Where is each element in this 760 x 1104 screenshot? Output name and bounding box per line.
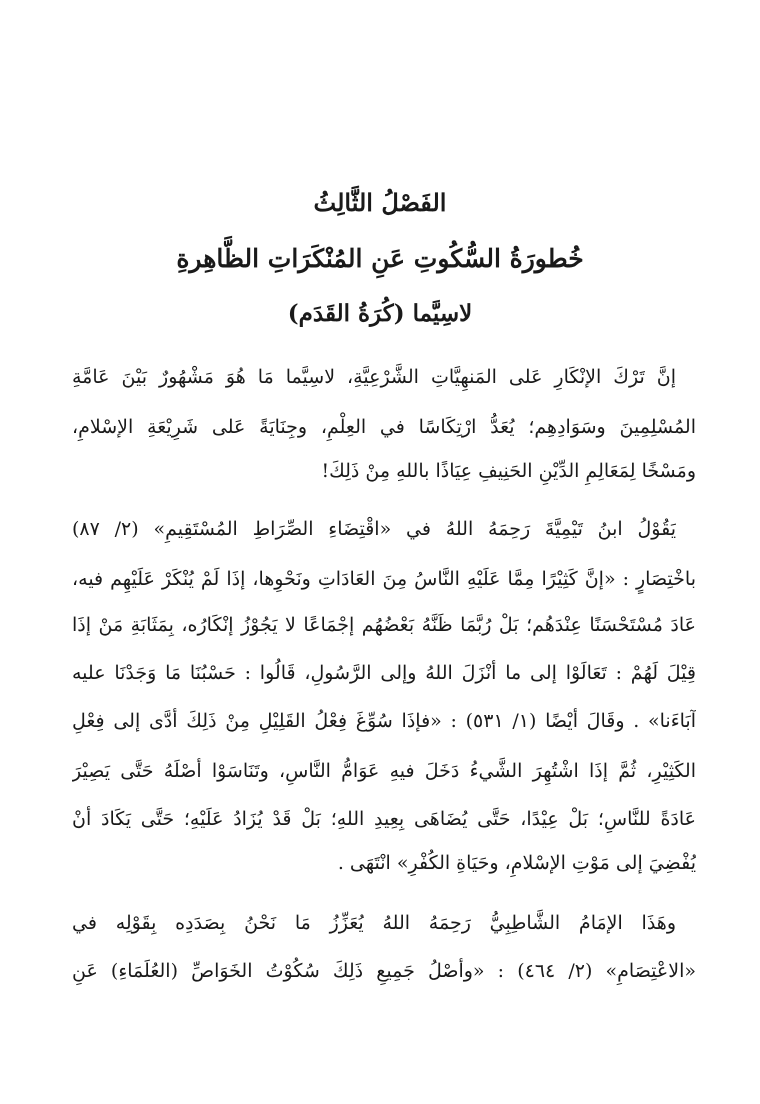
paragraph-2-line-2: باخْتِصَارٍ : «إنَّ كَثِيْرًا مِمَّا عَلَيْهِ النَّاسُ مِنَ العَادَاتِ ونَحْوِها، إذَا لَمْ يُنْكَرْ عَلَيْهِم فيه، (72, 568, 696, 590)
paragraph-2-line-1: يَقُوْلُ ابنُ تَيْمِيَّةَ رَحِمَهُ اللهُ في «اقْتِضَاءِ الصِّرَاطِ المُسْتَقِيمِ» (٢/ ٨٧) (72, 518, 676, 540)
paragraph-1-line-2: المُسْلِمِينَ وسَوَادِهِم؛ يُعَدُّ ارْتِكَاسًا في العِلْمِ، وجِنَايَةً عَلى شَرِيْعَةِ الإسْلامِ، (72, 416, 696, 438)
chapter-subtitle: خُطورَةُ السُّكُوتِ عَنِ المُنْكَرَاتِ الظَّاهِرةِ (176, 244, 584, 273)
paragraph-2-line-6: الكَثِيْرِ، ثُمَّ إذَا اشْتُهِرَ الشَّيءُ دَخَلَ فيهِ عَوَامُّ النَّاسِ، وتَنَاسَوْا أصْلَهُ حَتَّى يَصِيْرَ (72, 760, 696, 782)
paragraph-2-line-3: عَادَ مُسْتَحْسَنًا عِنْدَهُم؛ بَلْ رُبَّمَا ظَنَّهُ بَعْضُهُم إجْمَاعًا لا يَجُوْزُ إنْكَارُه، بِمَثَابَةِ مَنْ إذَا (72, 614, 696, 636)
paragraph-2-line-5: آبَاءَنا» . وقَالَ أيْضًا (١/ ٥٣١) : «فإذَا سُوِّغَ فِعْلُ القَلِيْلِ مِنْ ذَلِكَ أدَّى إلى فِعْلِ (72, 710, 696, 732)
paragraph-1-line-3: ومَسْخًا لِمَعَالِمِ الدِّيْنِ الحَنِيفِ عِيَاذًا باللهِ مِنْ ذَلِكَ! (321, 460, 696, 482)
paragraph-1-line-1: إنَّ تَرْكَ الإنْكَارِ عَلى المَنهِيَّاتِ الشَّرْعِيَّةِ، لاسِيَّما مَا هُوَ مَشْهُورٌ بَيْنَ عَامَّةِ (72, 366, 676, 388)
paragraph-3-line-1: وهَذَا الإمَامُ الشَّاطِبِيُّ رَحِمَهُ اللهُ يُعَزِّزُ مَا نَحْنُ بِصَدَدِه بِقَوْلِه في (72, 912, 676, 934)
paragraph-2-line-8: يُفْضِيَ إلى مَوْتِ الإسْلامِ، وحَيَاةِ الكُفْرِ» انْتَهَى . (337, 852, 696, 874)
chapter-subheading: لاسِيَّما (كُرَةُ القَدَم) (287, 300, 473, 327)
chapter-title: الفَصْلُ الثَّالِثُ (313, 188, 447, 217)
paragraph-2-line-7: عَادَةً للنَّاسِ؛ بَلْ عِيْدًا، حَتَّى يُضَاهَى بِعِيدِ اللهِ؛ بَلْ قَدْ يُزَادُ عَلَيْهِ؛ حَتَّى يَكَادَ أنْ (72, 808, 696, 830)
paragraph-2-line-4: قِيْلَ لَهُمْ : تَعَالَوْا إلى ما أنْزَلَ اللهُ وإلى الرَّسُولِ، قَالُوا : حَسْبُنَا مَا وَجَدْنَا عليه (72, 662, 696, 684)
paragraph-3-line-2: «الاعْتِصَامِ» (٢/ ٤٦٤) : «وأصْلُ جَمِيعِ ذَلِكَ سُكُوْتُ الخَوَاصِّ (العُلَمَاءِ) عَنِ (72, 960, 696, 982)
